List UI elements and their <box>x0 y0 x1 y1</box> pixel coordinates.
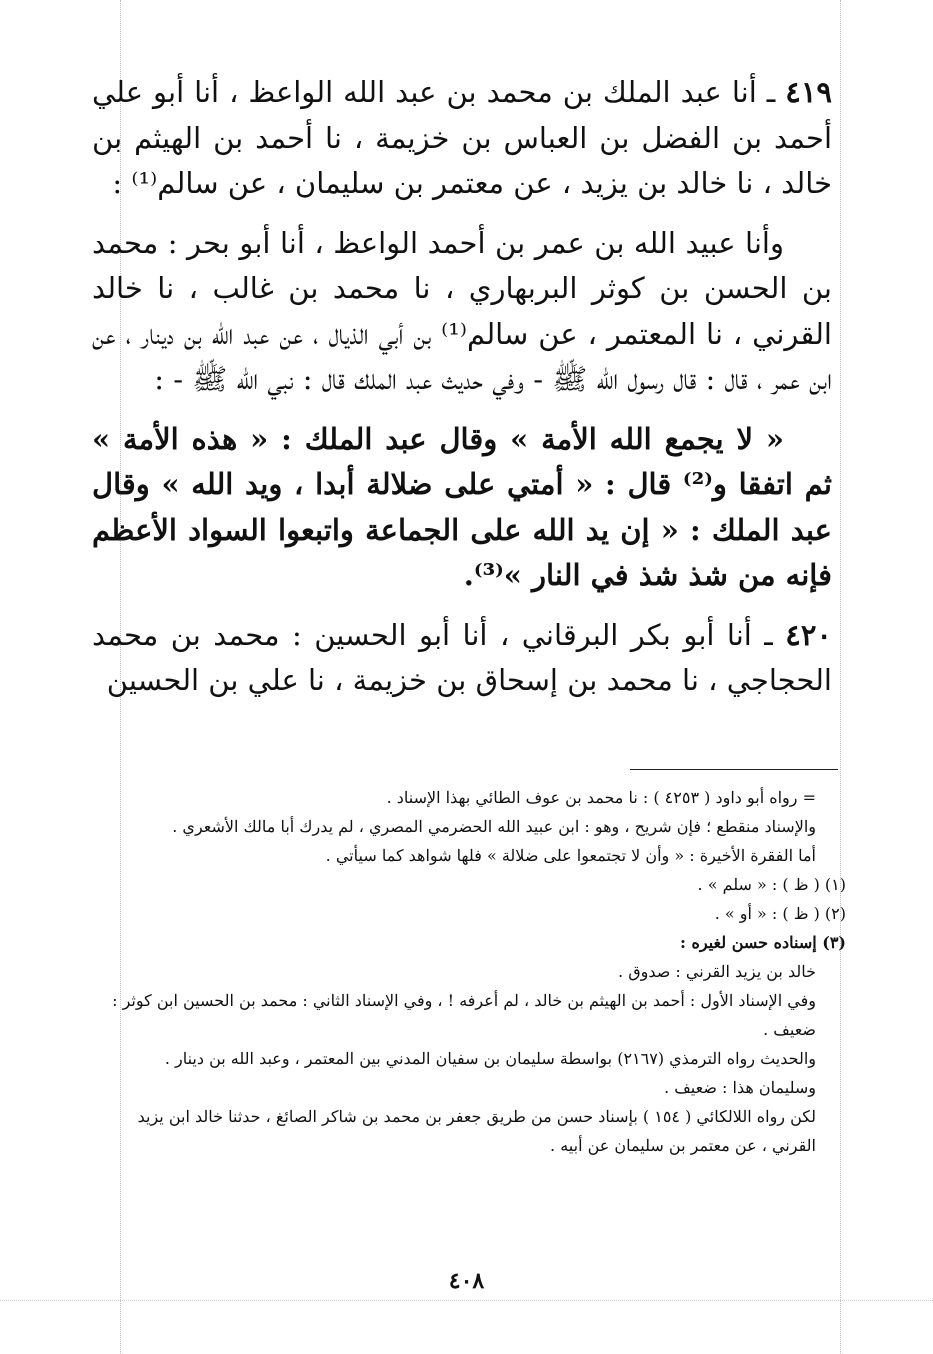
footnote-separator <box>630 769 838 770</box>
footnote-line: = رواه أبو داود ( ٤٢٥٣ ) : نا محمد بن عوف الطائي بهذا الإسناد . <box>386 788 816 807</box>
paragraph-419 <box>92 70 832 207</box>
footnote-line: والإسناد منقطع ؛ فإن شريح ، وهو : ابن عبيد الله الحضرمي المصري ، لم يدرك أبا مالك الأشعري . <box>172 817 816 836</box>
paragraph-text: ـ أنا عبد الملك بن محمد بن عبد الله الواعظ ، أنا أبو علي أحمد بن الفضل بن العباس بن خزيمة ، نا أحمد بن الهيثم بن خالد ، نا خالد بن يزيد ، عن معتمر بن سليمان ، عن سالم⁽¹⁾ : <box>92 75 832 200</box>
footnotes <box>106 783 846 1160</box>
hadith-number: ٤٢٠ <box>785 617 832 652</box>
hadith-number: ٤١٩ <box>785 75 832 109</box>
footnote-line: وفي الإسناد الأول : أحمد بن الهيثم بن خالد ، لم أعرفه ! ، وفي الإسناد الثاني : محمد بن الحسين ابن كوثر : ضعيف . <box>112 991 816 1039</box>
footnote-line: والحديث رواه الترمذي (٢١٦٧) بواسطة سليمان بن سفيان المدني بين المعتمر ، وعبد الله بن دينار . <box>164 1049 816 1068</box>
footnote-line: وسليمان هذا : ضعيف . <box>664 1078 816 1097</box>
footnote-line: (١) ( ظ ) : « سلم » . <box>697 875 846 894</box>
paragraph-420 <box>92 613 832 704</box>
footnote-line: (٣) إسناده حسن لغيره : <box>680 933 846 952</box>
footnote-line: (٢) ( ظ ) : « أو » . <box>714 904 846 923</box>
footnote-line: خالد بن يزيد القرني : صدوق . <box>618 962 816 981</box>
paragraph-matn: « لا يجمع الله الأمة » وقال عبد الملك : « هذه الأمة » ثم اتفقا و⁽²⁾ قال : « أمتي على ضلالة أبدا ، ويد الله » وقال عبد الملك : « إن يد الله على الجماعة واتبعوا السواد الأعظم فإنه من شذ شذ في النار »⁽³⁾. <box>92 421 832 592</box>
footnote-line: لكن رواه اللالكائي ( ١٥٤ ) بإسناد حسن من طريق جعفر بن محمد بن شاكر الصائغ ، حدثنا خالد ابن يزيد القرني ، عن معتمر بن سليمان عن أبيه . <box>137 1107 816 1155</box>
paragraph-isnad-2: وأنا عبيد الله بن عمر بن أحمد الواعظ ، أنا أبو بحر : محمد بن الحسن بن كوثر البربهاري ، نا محمد بن غالب ، نا خالد القرني ، نا المعتمر ، عن سالم⁽¹⁾ بن أبي الذيال ، عن عبد الله بن دينار ، عن ابن عمر ، قال : قال رسول الله ﷺ - وفي حديث عبد الملك قال : نبي الله ﷺ - : <box>92 225 832 396</box>
footnote-line: أما الفقرة الأخيرة : « وأن لا تجتمعوا على ضلالة » فلها شواهد كما سيأتي . <box>325 846 816 865</box>
scan-guide-line <box>0 1300 933 1301</box>
paragraph-text: ـ أنا أبو بكر البرقاني ، أنا أبو الحسين : محمد بن محمد الحجاجي ، نا محمد بن إسحاق بن خزيمة ، نا علي بن الحسين <box>92 617 832 697</box>
page-number: ٤٠٨ <box>448 1268 485 1294</box>
main-text <box>92 70 832 704</box>
